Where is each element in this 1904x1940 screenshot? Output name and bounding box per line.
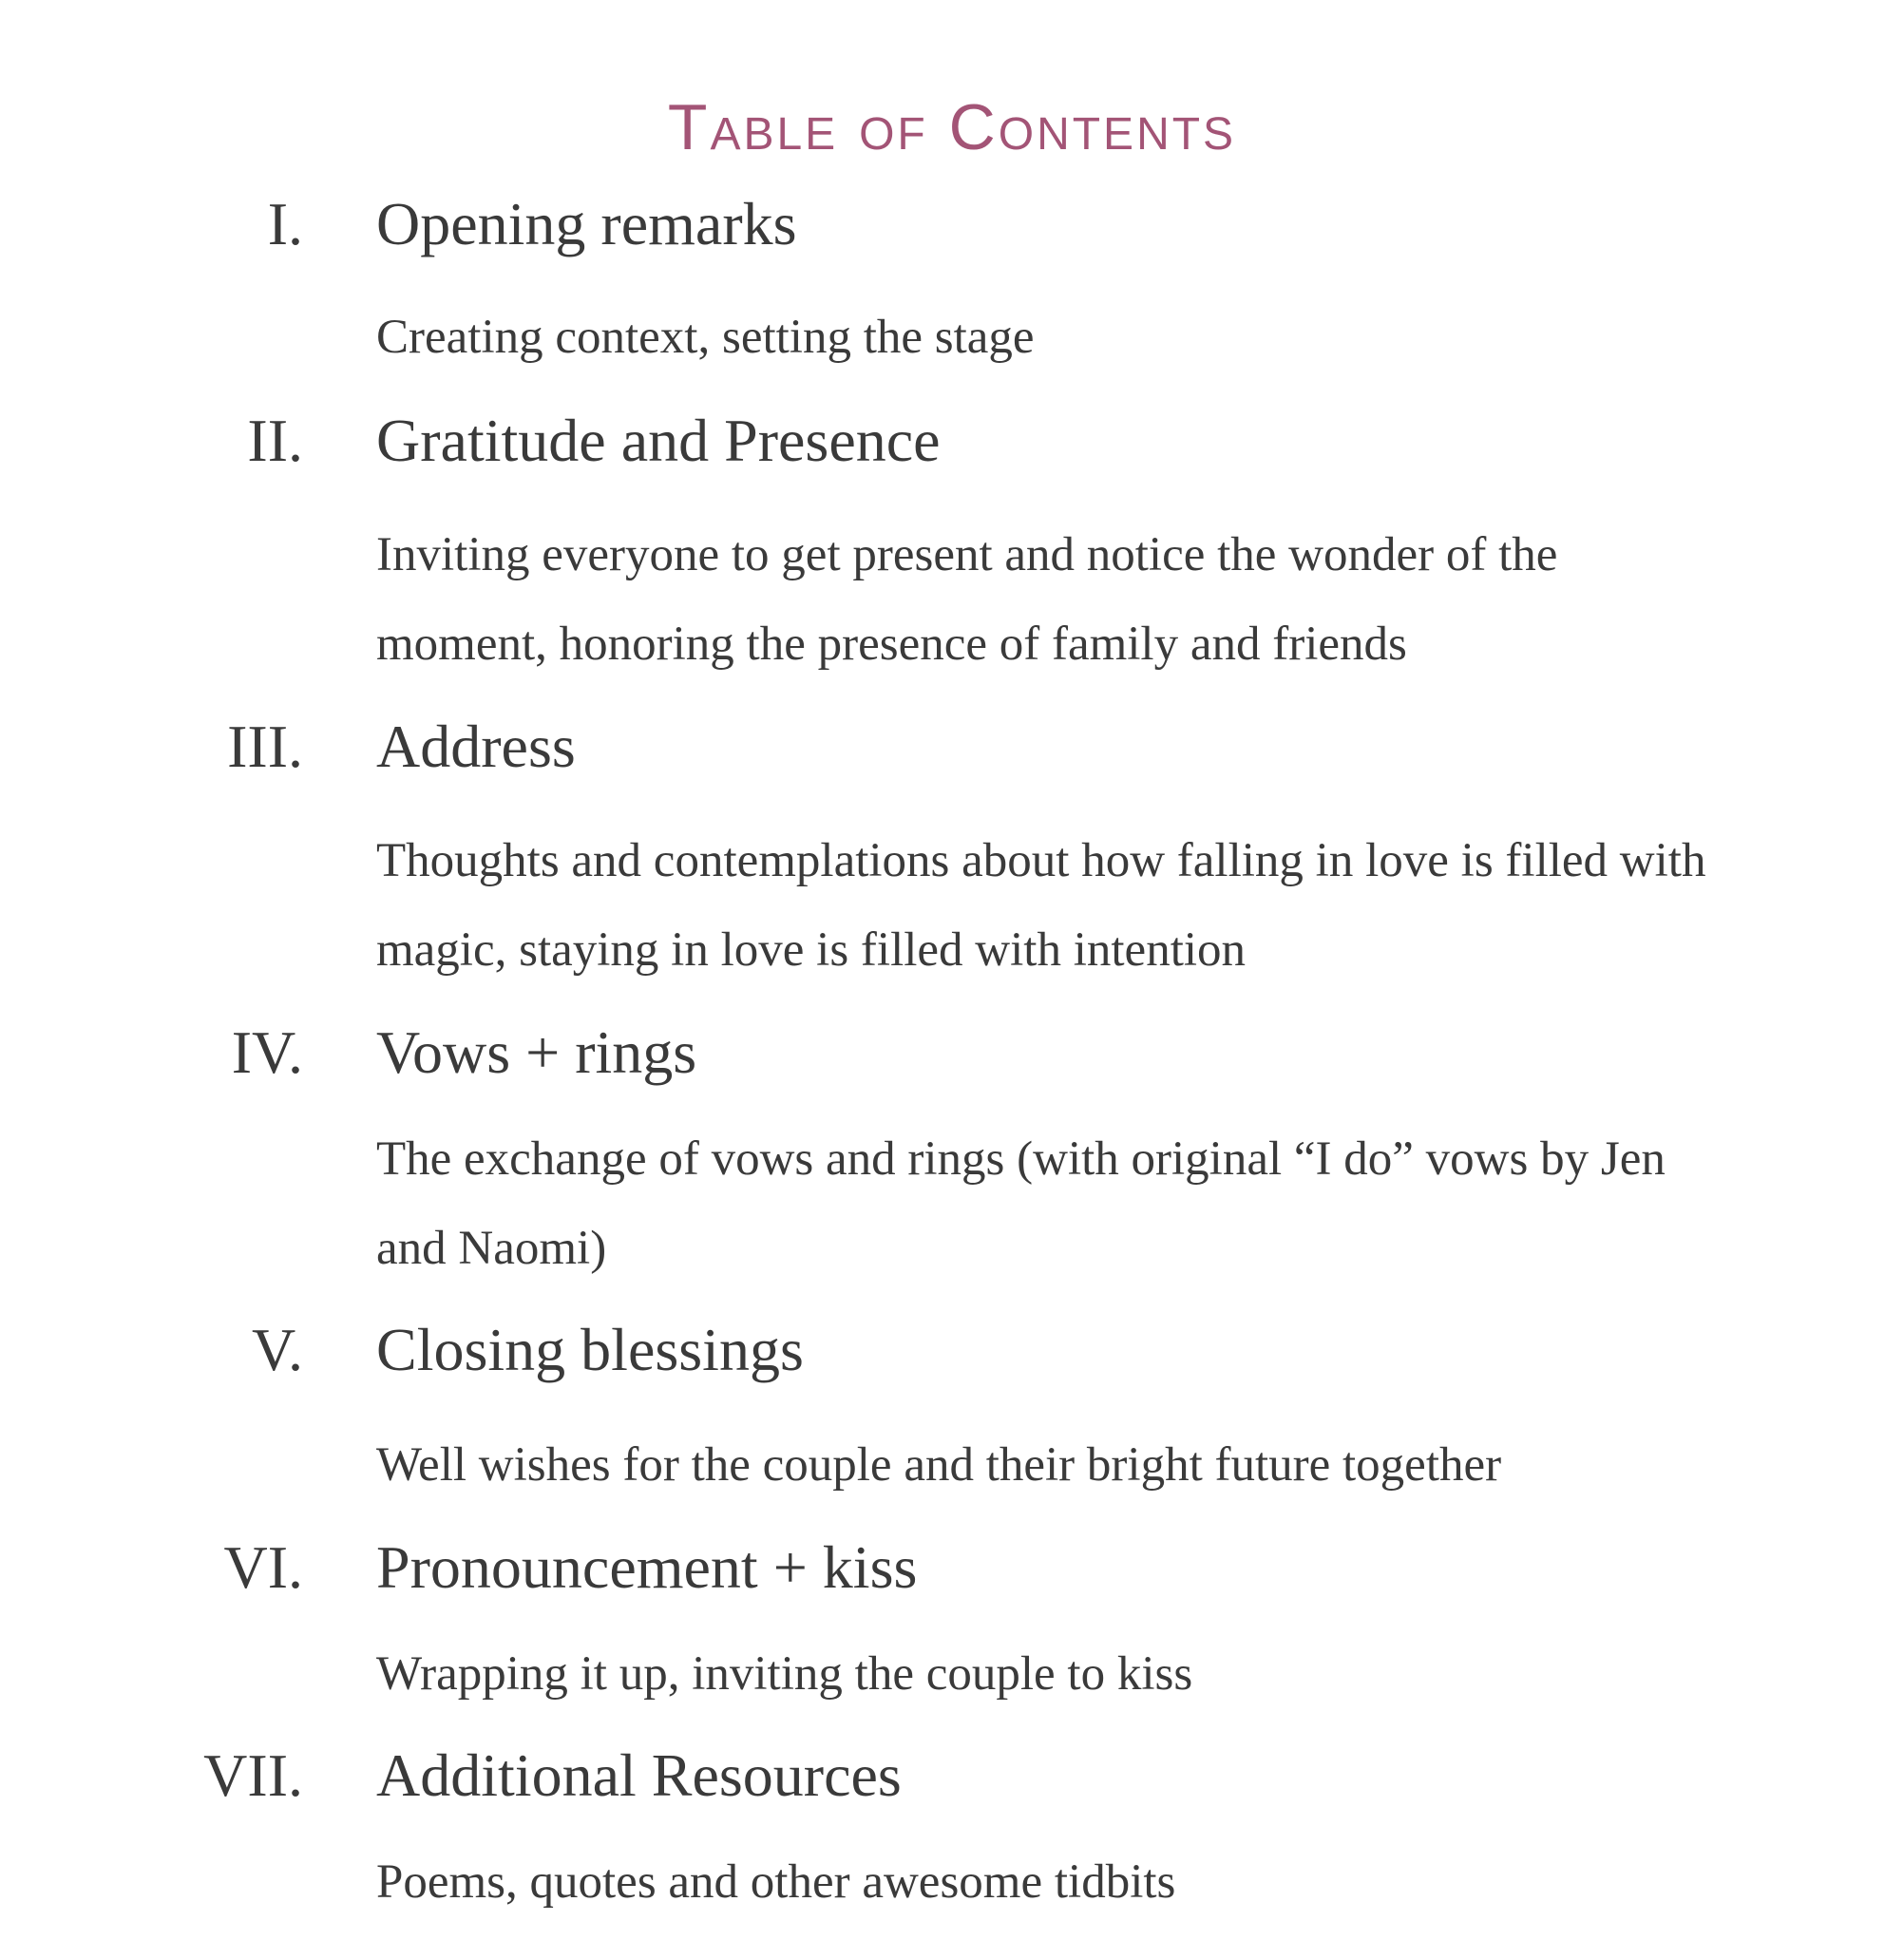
toc-entry-numeral: IV. xyxy=(231,1018,303,1086)
toc-entry-numeral: VI. xyxy=(223,1533,303,1601)
toc-entry-heading: Additional Resources xyxy=(376,1741,902,1809)
toc-entry-numeral: III. xyxy=(227,713,303,780)
toc-entry-numeral: I. xyxy=(267,190,303,257)
toc-entry-description: Creating context, setting the stage xyxy=(376,311,1035,364)
toc-entry-heading: Vows + rings xyxy=(376,1018,697,1086)
toc-entry-description: The exchange of vows and rings (with original “I do” vows by Jen and Naomi) xyxy=(376,1132,1666,1275)
toc-entry-description: Well wishes for the couple and their bright future together xyxy=(376,1438,1502,1492)
toc-entry-description: Thoughts and contemplations about how falling in love is filled with magic, staying in love is filled with intention xyxy=(376,834,1706,977)
toc-entry-heading: Address xyxy=(376,713,576,780)
toc-entry-numeral: VII. xyxy=(203,1741,303,1809)
toc-entry-heading: Pronouncement + kiss xyxy=(376,1533,918,1601)
toc-entry-heading: Gratitude and Presence xyxy=(376,407,941,474)
toc-entry-heading: Closing blessings xyxy=(376,1316,804,1383)
toc-entry-heading: Opening remarks xyxy=(376,190,797,257)
toc-entry-description: Wrapping it up, inviting the couple to kiss xyxy=(376,1647,1193,1701)
page-title: Table of Contents xyxy=(667,90,1237,163)
toc-entry-numeral: V. xyxy=(252,1316,303,1383)
toc-entry-numeral: II. xyxy=(247,407,303,474)
toc-entry-description: Inviting everyone to get present and notice the wonder of the moment, honoring the presence of family and friends xyxy=(376,528,1558,671)
toc-entry-description: Poems, quotes and other awesome tidbits xyxy=(376,1855,1176,1909)
